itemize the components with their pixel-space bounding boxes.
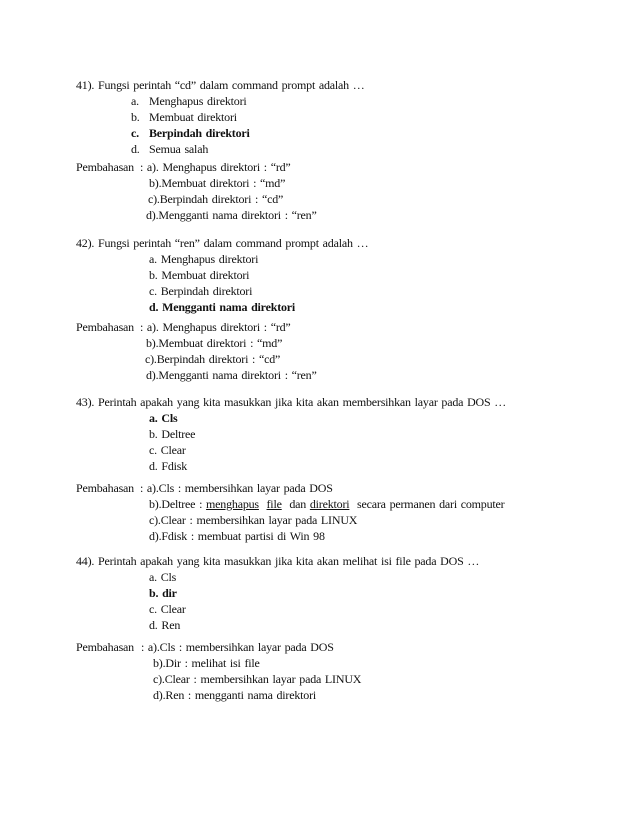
q41-discussion-a: : a). Menghapus direktori : “rd” [140, 160, 291, 174]
q43-discussion-label: Pembahasan [76, 481, 134, 495]
space [349, 497, 357, 511]
q43-discussion-a: : a).Cls : membersihkan layar pada DOS [140, 481, 333, 495]
q44-option-d: d. Ren [149, 618, 181, 632]
q44-discussion-b: b).Dir : melihat isi file [153, 656, 260, 670]
question-42: 42). Fungsi perintah “ren” dalam command prompt adalah … [76, 236, 369, 250]
q44-option-b-answer: b. dir [149, 586, 177, 600]
q43-option-b: b. Deltree [149, 427, 196, 441]
q43-discussion-c: c).Clear : membersihkan layar pada LINUX [149, 513, 358, 527]
q41-option-a [131, 94, 247, 109]
question-41: 41). Fungsi perintah “cd” dalam command prompt adalah … [76, 78, 365, 92]
q43-option-d: d. Fdisk [149, 459, 188, 473]
q43-option-a-answer: a. Cls [149, 411, 178, 425]
discussion-suffix: secara permanen dari computer [357, 497, 505, 511]
q41-option-b [131, 110, 237, 125]
q44-discussion-d: d).Ren : mengganti nama direktori [153, 688, 317, 702]
q42-option-d-answer: d. Mengganti nama direktori [149, 300, 296, 314]
discussion-prefix: b).Deltree : [149, 497, 207, 511]
q44-option-a: a. Cls [149, 570, 177, 584]
q44-discussion-a: : a).Cls : membersihkan layar pada DOS [141, 640, 334, 654]
q41-option-c-answer [131, 126, 250, 141]
q43-option-c: c. Clear [149, 443, 186, 457]
q41-discussion-label: Pembahasan [76, 160, 134, 174]
option-text: Menghapus direktori [149, 94, 247, 108]
q42-discussion-c: c).Berpindah direktori : “cd” [145, 352, 281, 366]
q44-discussion-c: c).Clear : membersihkan layar pada LINUX [153, 672, 362, 686]
q44-option-c: c. Clear [149, 602, 186, 616]
q43-discussion-b [149, 497, 504, 512]
underlined-word: direktori [309, 497, 350, 511]
underlined-word: menghapus [206, 497, 259, 511]
q42-option-b: b. Membuat direktori [149, 268, 250, 282]
question-44: 44). Perintah apakah yang kita masukkan jika kita akan melihat isi file pada DOS … [76, 554, 480, 568]
option-text: Membuat direktori [149, 110, 237, 124]
option-text: Semua salah [149, 142, 209, 156]
q43-discussion-d: d).Fdisk : membuat partisi di Win 98 [149, 529, 325, 543]
q41-discussion-d: d).Mengganti nama direktori : “ren” [146, 208, 317, 222]
q41-discussion-c: c).Berpindah direktori : “cd” [148, 192, 284, 206]
q42-discussion-a: : a). Menghapus direktori : “rd” [140, 320, 291, 334]
option-letter: d. [131, 142, 140, 156]
q44-discussion-label: Pembahasan [76, 640, 134, 654]
underlined-word: file [266, 497, 282, 511]
q41-option-d [131, 142, 208, 157]
q42-option-c: c. Berpindah direktori [149, 284, 253, 298]
option-text: Berpindah direktori [149, 126, 250, 140]
q42-discussion-d: d).Mengganti nama direktori : “ren” [146, 368, 317, 382]
option-letter: a. [131, 94, 139, 108]
option-letter: b. [131, 110, 140, 124]
q42-option-a: a. Menghapus direktori [149, 252, 259, 266]
q42-discussion-b: b).Membuat direktori : “md” [146, 336, 283, 350]
question-43: 43). Perintah apakah yang kita masukkan jika kita akan membersihkan layar pada DOS … [76, 395, 507, 409]
q42-discussion-label: Pembahasan [76, 320, 134, 334]
space [259, 497, 267, 511]
discussion-mid: dan [289, 497, 307, 511]
q41-discussion-b: b).Membuat direktori : “md” [149, 176, 286, 190]
option-letter: c. [131, 126, 139, 140]
